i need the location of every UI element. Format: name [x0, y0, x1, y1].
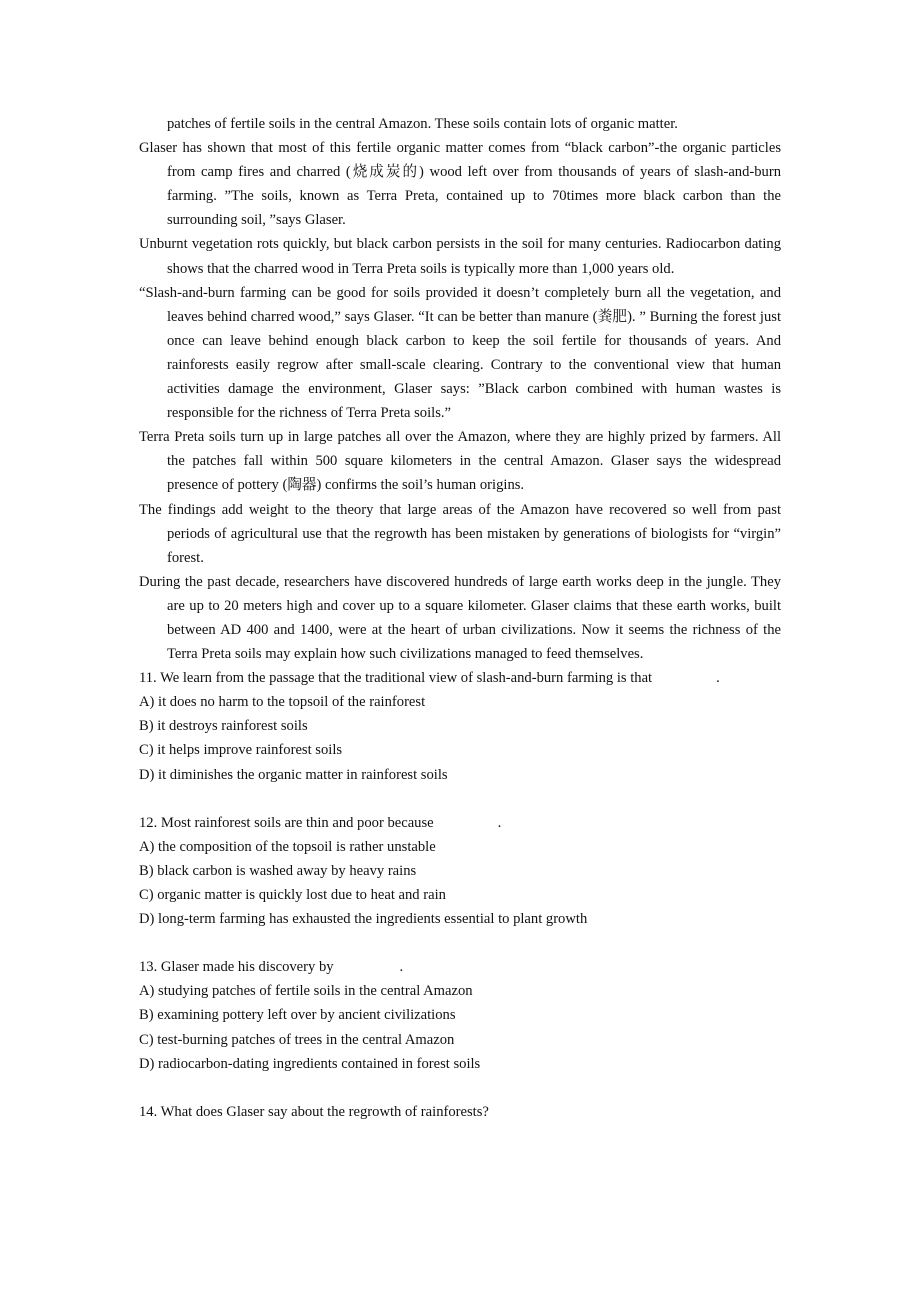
option-b: B) black carbon is washed away by heavy rains [139, 862, 417, 879]
option-a: A) it does no harm to the topsoil of the rainforest [139, 694, 426, 711]
passage-paragraph: The findings add weight to the theory that large areas of the Amazon have recovered so well from past periods of agricultural use that the regrowth has been mistaken by generations of biologists for “virgin” forest. [139, 501, 781, 566]
option-d: D) long-term farming has exhausted the ingredients essential to plant growth [139, 911, 588, 928]
question-stem-text: 13. Glaser made his discovery by [139, 959, 334, 976]
option-c: C) test-burning patches of trees in the central Amazon [139, 1031, 455, 1048]
question-stem [139, 811, 781, 835]
question-13 [139, 955, 781, 1075]
question-stem-end: . [399, 959, 404, 976]
option-c: C) it helps improve rainforest soils [139, 742, 343, 759]
passage-paragraph: patches of fertile soils in the central Amazon. These soils contain lots of organic matter. [167, 116, 678, 132]
question-stem-end: . [497, 814, 502, 831]
question-stem [139, 666, 781, 690]
question-11 [139, 666, 781, 786]
question-stem-end: . [716, 670, 720, 687]
question-stem-text: 11. We learn from the passage that the traditional view of slash-and-burn farming is that [139, 670, 653, 687]
questions [139, 666, 781, 1124]
option-d: D) it diminishes the organic matter in rainforest soils [139, 766, 448, 783]
passage-paragraph: Unburnt vegetation rots quickly, but black carbon persists in the soil for many centuries. Radiocarbon dating shows that the charred wood in Terra Preta soils is typically more than 1,000 years old. [139, 236, 781, 277]
passage-paragraph: During the past decade, researchers have discovered hundreds of large earth works deep in the jungle. They are up to 20 meters high and cover up to a square kilometer. Glaser claims that these earth works, built between AD 400 and 1400, were at the heart of urban civilizations. Now it seems the richness of the Terra Preta soils may explain how such civilizations managed to feed themselves. [139, 573, 781, 663]
option-b: B) it destroys rainforest soils [139, 718, 308, 735]
question-stem [139, 1100, 781, 1124]
passage [139, 112, 781, 666]
option-a: A) the composition of the topsoil is rather unstable [139, 838, 436, 855]
option-a: A) studying patches of fertile soils in the central Amazon [139, 983, 473, 1000]
passage-paragraph: Terra Preta soils turn up in large patches all over the Amazon, where they are highly prized by farmers. All the patches fall within 500 square kilometers in the central Amazon. Glaser says the widespread presence of pottery (陶器) confirms the soil’s human origins. [139, 429, 781, 494]
passage-paragraph: Glaser has shown that most of this fertile organic matter comes from “black carbon”-the organic particles from camp fires and charred (烧成炭的) wood left over from thousands of years of slash-and-burn farming. ”The soils, known as Terra Preta, contained up to 70times more black carbon than the surrounding soil, ”says Glaser. [139, 140, 781, 229]
question-14 [139, 1100, 781, 1124]
document-page [139, 112, 781, 1148]
passage-paragraph: “Slash-and-burn farming can be good for soils provided it doesn’t completely burn all the vegetation, and leaves behind charred wood,” says Glaser. “It can be better than manure (粪肥). ” Burning the forest just once can leave behind enough black carbon to keep the soil fertile for thousands of years. And rainforests easily regrow after small-scale clearing. Contrary to the conventional view that human activities damage the environment, Glaser says: ”Black carbon combined with human wastes is responsible for the richness of Terra Preta soils.” [139, 284, 781, 422]
option-b: B) examining pottery left over by ancient civilizations [139, 1007, 456, 1024]
option-d: D) radiocarbon-dating ingredients contained in forest soils [139, 1055, 481, 1072]
question-stem-text: 14. What does Glaser say about the regrowth of rainforests? [139, 1103, 489, 1120]
question-stem-text: 12. Most rainforest soils are thin and poor because [139, 814, 434, 831]
option-c: C) organic matter is quickly lost due to heat and rain [139, 887, 446, 903]
question-stem [139, 955, 781, 979]
question-12 [139, 811, 781, 931]
